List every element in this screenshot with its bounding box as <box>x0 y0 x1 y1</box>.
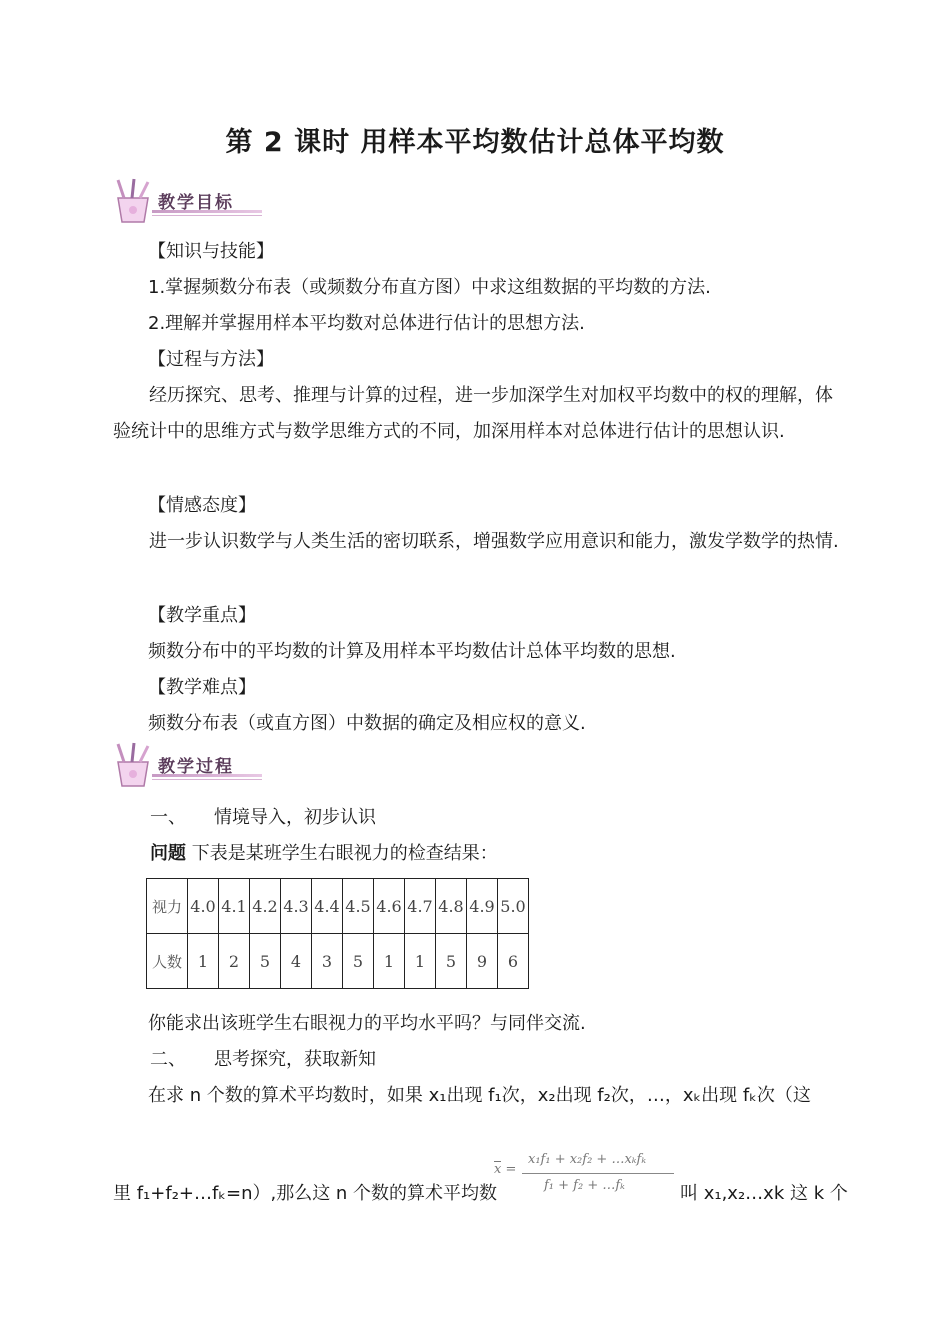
table-cell: 5 <box>436 934 467 989</box>
banner-label: 教学目标 <box>158 193 234 213</box>
table-cell: 9 <box>467 934 498 989</box>
knowledge-item-2: 2.理解并掌握用样本平均数对总体进行估计的思想方法. <box>148 313 585 334</box>
table-cell: 1 <box>405 934 436 989</box>
table-row-vision <box>147 879 529 934</box>
part2-title: 思考探究，获取新知 <box>214 1049 376 1070</box>
table-cell: 4.5 <box>343 879 374 934</box>
table-cell: 4.0 <box>188 879 219 934</box>
table-cell: 4.1 <box>219 879 250 934</box>
formula-denominator: f₁ + f₂ + …fₖ <box>544 1178 625 1193</box>
table-cell: 5 <box>343 934 374 989</box>
process-heading: 【过程与方法】 <box>148 349 274 370</box>
question-label: 问题 <box>150 843 186 864</box>
page-title: 第 2 课时 用样本平均数估计总体平均数 <box>225 127 725 158</box>
paragraph-line-2-right: 叫 x₁,x₂…xk 这 k 个 <box>680 1183 848 1204</box>
section-banner-objectives <box>112 178 262 226</box>
emotion-heading: 【情感态度】 <box>148 495 256 516</box>
table-cell: 5.0 <box>498 879 529 934</box>
difficult-heading: 【教学难点】 <box>148 677 256 698</box>
table-header-vision: 视力 <box>147 879 188 934</box>
table-cell: 1 <box>374 934 405 989</box>
process-paragraph: 经历探究、思考、推理与计算的过程，进一步加深学生对加权平均数中的权的理解，体验统计中的思维方式与数学思维方式的不同，加深用样本对总体进行估计的思想认识. <box>113 385 833 442</box>
emotion-paragraph: 进一步认识数学与人类生活的密切联系，增强数学应用意识和能力，激发学数学的热情. <box>149 531 839 552</box>
mean-formula <box>492 1148 682 1204</box>
section-banner-process <box>112 742 262 790</box>
paragraph-line-2-left: 里 f₁+f₂+…fₖ=n）,那么这 n 个数的算术平均数 <box>113 1183 498 1204</box>
vision-table <box>146 878 529 989</box>
key-paragraph: 频数分布中的平均数的计算及用样本平均数估计总体平均数的思想. <box>148 641 676 662</box>
question-text: 下表是某班学生右眼视力的检查结果： <box>191 843 498 864</box>
table-row-count <box>147 934 529 989</box>
table-cell: 2 <box>219 934 250 989</box>
table-cell: 4.3 <box>281 879 312 934</box>
pencil-cup-icon <box>112 178 156 224</box>
part1-title: 情境导入，初步认识 <box>214 807 376 828</box>
followup-question: 你能求出该班学生右眼视力的平均水平吗？与同伴交流. <box>148 1013 586 1034</box>
paragraph-line-1: 在求 n 个数的算术平均数时，如果 x₁出现 f₁次，x₂出现 f₂次，…，xₖ出现 fₖ次（这 <box>148 1085 811 1106</box>
table-cell: 6 <box>498 934 529 989</box>
table-cell: 4.4 <box>312 879 343 934</box>
pencil-cup-icon <box>112 742 156 788</box>
difficult-paragraph: 频数分布表（或直方图）中数据的确定及相应权的意义. <box>148 713 586 734</box>
table-cell: 4.2 <box>250 879 281 934</box>
question-line <box>150 836 498 872</box>
table-cell: 5 <box>250 934 281 989</box>
table-cell: 3 <box>312 934 343 989</box>
table-cell: 4 <box>281 934 312 989</box>
formula-numerator: x₁f₁ + x₂f₂ + …xₖfₖ <box>528 1152 647 1167</box>
x-bar: x <box>494 1162 502 1177</box>
key-heading: 【教学重点】 <box>148 605 256 626</box>
knowledge-heading: 【知识与技能】 <box>148 241 274 262</box>
table-cell: 1 <box>188 934 219 989</box>
knowledge-item-1: 1.掌握频数分布表（或频数分布直方图）中求这组数据的平均数的方法. <box>148 277 711 298</box>
banner-label: 教学过程 <box>158 757 234 777</box>
formula-lhs: x = <box>494 1162 517 1177</box>
table-header-count: 人数 <box>147 934 188 989</box>
part1-number: 一、 <box>150 807 186 828</box>
table-cell: 4.6 <box>374 879 405 934</box>
table-cell: 4.7 <box>405 879 436 934</box>
table-cell: 4.9 <box>467 879 498 934</box>
fraction-bar <box>522 1173 674 1174</box>
table-cell: 4.8 <box>436 879 467 934</box>
part2-number: 二、 <box>150 1049 186 1070</box>
